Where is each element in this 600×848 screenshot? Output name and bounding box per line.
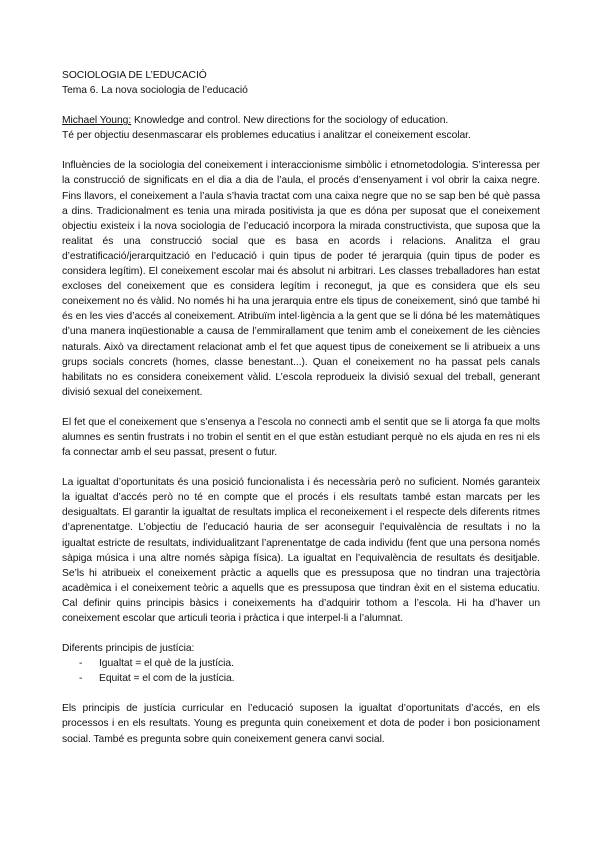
document-header xyxy=(62,68,540,98)
paragraph-curricular-justice: Els principis de justícia curricular en l’educació suposen la igualtat d’oportunitats d’accés, en els processos i en els resultats. Young es pregunta quin coneixement et dota de poder i bon posicionament social. També es pregunta sobre quin coneixement genera canvi social. xyxy=(62,703,540,745)
objective-text: Té per objectiu desenmascarar els problemes educatius i analitzar el coneixement escolar. xyxy=(62,130,471,142)
intro-section xyxy=(62,113,540,143)
principles-list xyxy=(62,656,540,686)
course-title: SOCIOLOGIA DE L’EDUCACIÓ xyxy=(62,70,207,81)
list-item-text: Equitat = el com de la justícia. xyxy=(99,673,235,685)
dash-bullet: - xyxy=(79,658,83,670)
list-item xyxy=(79,671,540,686)
work-title: Knowledge and control. New directions for the sociology of education. xyxy=(131,115,449,127)
paragraph-equal-opportunity: La igualtat d’oportunitats és una posició funcionalista i és necessària però no suficient. Només garanteix la igualtat d’accés però no té en compte que el procés i els resultats també estan marcats per les desigualtats. El garantir la igualtat de resultats implica el reconeixement i el respecte dels diferents ritmes d’aprenentatge. L’objectiu de l’educació hauria de ser aconseguir l’equivalència de resultats i no la igualtat estricte de resultats, individualitzant l’aprenentatge de cada individu (fent que una persona només sàpiga música i una altre només sàpiga física). La igualtat en l’equivalència de resultats és desitjable. Se’ls hi atribueix el coneixement pràctic a aquells que es pressuposa que no tindran una trajectòria acadèmica i el coneixement teòric a aquells que es pressuposa que tindran èxit en el sistema educatiu. Cal definir quins principis bàsics i coneixements ha d’adquirir tothom a l’escola. Hi ha d’haver un coneixement escolar que articuli teoria i pràctica i que interpel·li a l’alumnat. xyxy=(62,477,540,624)
list-item xyxy=(79,656,540,671)
work-reference xyxy=(62,113,540,128)
list-item-text: Igualtat = el què de la justícia. xyxy=(99,658,234,670)
paragraph-school-meaning: El fet que el coneixement que s’ensenya a l’escola no connecti amb el sentit que se li atorga fa que molts alumnes es sentin frustrats i no trobin el sentit en el que estàn estudiant perquè no els ajuda en res ni els fa connectar amb el seu passat, present o futur. xyxy=(62,416,540,459)
principles-title: Diferents principis de justícia: xyxy=(62,643,195,655)
topic-title: Tema 6. La nova sociologia de l’educació xyxy=(62,85,248,97)
dash-bullet: - xyxy=(79,673,83,685)
author-name: Michael Young: xyxy=(62,115,132,127)
document-page xyxy=(62,68,540,762)
paragraph-knowledge-sociology: Influències de la sociologia del coneixement i interaccionisme simbòlic i etnometodologia. S’interessa per la construcció de significats en el dia a dia de l’aula, el procés d’ensenyament i vol obrir la caixa negre. Fins llavors, el coneixement a l’aula s’havia tractat com una caixa negre que no se sap ben bé què passa a dins. Tradicionalment es tenia una mirada positivista ja que es dóna per suposat que el coneixement objectiu existeix i la nova sociologia de l’educació incorpora la mirada constructivista, que suposa que la realitat és una construcció social que es basa en acords i relacions. Analitza el grau d’estratificació/jerarquització en l’educació i quin tipus de poder té jerarquia (quin tipus de poder es considera legítim). El coneixement escolar mai és absolut ni arbitrari. Les classes treballadores han estat excloses del coneixement que es considera legítim i reconegut, ja que es considera que els seu coneixement no és vàlid. No només hi ha una jerarquia entre els tipus de coneixement, sinó que també hi és en les vies d’accés al coneixement. Atribuïm intel·ligència a la gent que se li dóna bé les matemàtiques d’una manera inqüestionable a causa de l’emmirallament que tenim amb el coneixement de les ciències naturals. Això va directament relacionat amb el fet que aquest tipus de coneixement se li atribueix a uns grups socials concrets (homes, classe benestant...). Quan el coneixement no ha passat pels canals habilitats no es considera coneixement vàlid. L’escola reprodueix la divisió sexual del treball, generant divisió sexual del coneixement. xyxy=(62,160,540,398)
